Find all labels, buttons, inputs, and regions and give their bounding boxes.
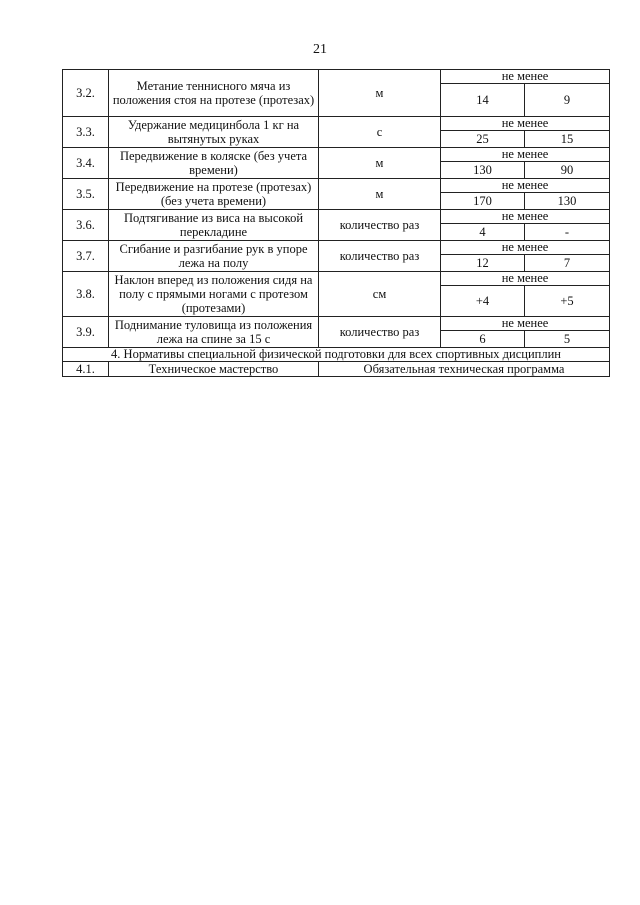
- exercise-name: Подтягивание из виса на высокой перекладине: [109, 210, 319, 241]
- unit: м: [319, 70, 441, 117]
- table-row: [63, 362, 610, 377]
- row-number: 3.6.: [63, 210, 109, 241]
- section-header-row: [63, 348, 610, 362]
- value-boys: 4: [441, 224, 525, 241]
- value-boys: 170: [441, 193, 525, 210]
- unit: м: [319, 148, 441, 179]
- row-number: 3.3.: [63, 117, 109, 148]
- exercise-name: Передвижение на протезе (протезах) (без учета времени): [109, 179, 319, 210]
- value-boys: 130: [441, 162, 525, 179]
- table-row: [63, 179, 610, 193]
- table-row: [63, 241, 610, 255]
- value-girls: 5: [525, 331, 610, 348]
- value-boys: 12: [441, 255, 525, 272]
- row-number: 3.4.: [63, 148, 109, 179]
- table-row: [63, 148, 610, 162]
- unit: м: [319, 179, 441, 210]
- unit: количество раз: [319, 210, 441, 241]
- norms-table: [62, 69, 610, 377]
- unit: с: [319, 117, 441, 148]
- exercise-name: Техническое мастерство: [109, 362, 319, 377]
- row-number: 3.5.: [63, 179, 109, 210]
- row-number: 3.2.: [63, 70, 109, 117]
- requirement-label: не менее: [441, 272, 610, 286]
- table-row: [63, 117, 610, 131]
- requirement-label: не менее: [441, 148, 610, 162]
- requirement-label: не менее: [441, 179, 610, 193]
- exercise-name: Метание теннисного мяча из положения стоя на протезе (протезах): [109, 70, 319, 117]
- row-number: 3.9.: [63, 317, 109, 348]
- row-number: 4.1.: [63, 362, 109, 377]
- value-girls: 130: [525, 193, 610, 210]
- unit: количество раз: [319, 241, 441, 272]
- section-title: 4. Нормативы специальной физической подготовки для всех спортивных дисциплин: [63, 348, 610, 362]
- value-girls: 7: [525, 255, 610, 272]
- value-boys: +4: [441, 286, 525, 317]
- table-row: [63, 210, 610, 224]
- exercise-name: Поднимание туловища из положения лежа на спине за 15 с: [109, 317, 319, 348]
- unit: количество раз: [319, 317, 441, 348]
- row-number: 3.7.: [63, 241, 109, 272]
- exercise-name: Удержание медицинбола 1 кг на вытянутых руках: [109, 117, 319, 148]
- requirement-text: Обязательная техническая программа: [319, 362, 610, 377]
- value-boys: 25: [441, 131, 525, 148]
- value-girls: 90: [525, 162, 610, 179]
- row-number: 3.8.: [63, 272, 109, 317]
- value-boys: 6: [441, 331, 525, 348]
- page-number: 21: [313, 42, 327, 57]
- exercise-name: Передвижение в коляске (без учета времени): [109, 148, 319, 179]
- table-row: [63, 317, 610, 331]
- requirement-label: не менее: [441, 117, 610, 131]
- value-girls: 15: [525, 131, 610, 148]
- unit: см: [319, 272, 441, 317]
- value-girls: -: [525, 224, 610, 241]
- requirement-label: не менее: [441, 317, 610, 331]
- requirement-label: не менее: [441, 241, 610, 255]
- exercise-name: Наклон вперед из положения сидя на полу с прямыми ногами с протезом (протезами): [109, 272, 319, 317]
- value-girls: 9: [525, 84, 610, 117]
- requirement-label: не менее: [441, 210, 610, 224]
- exercise-name: Сгибание и разгибание рук в упоре лежа на полу: [109, 241, 319, 272]
- table-row: [63, 272, 610, 286]
- value-boys: 14: [441, 84, 525, 117]
- requirement-label: не менее: [441, 70, 610, 84]
- value-girls: +5: [525, 286, 610, 317]
- table-row: [63, 70, 610, 84]
